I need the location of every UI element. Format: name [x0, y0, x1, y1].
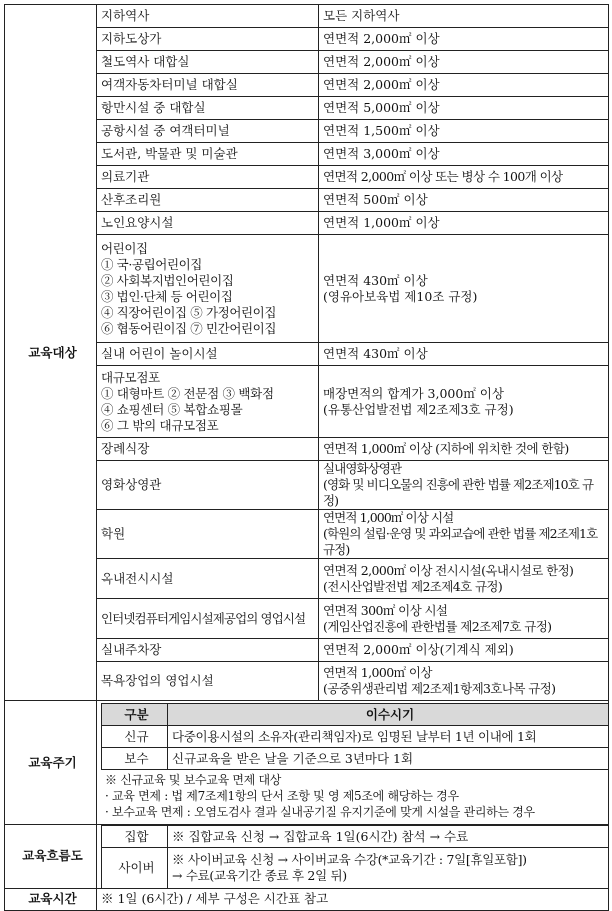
facility-cell: 철도역사 대합실: [97, 51, 319, 74]
criteria-cell: 연면적 5,000㎡ 이상: [319, 97, 609, 120]
flow-content: [97, 825, 609, 889]
facility-cell: 실내주차장: [97, 639, 319, 662]
cycle-table: [101, 703, 608, 770]
duration-row: [5, 888, 609, 910]
criteria-cell: 연면적 2,000㎡ 이상(기계식 제외): [319, 639, 609, 662]
flow-type-cell: 사이버: [102, 848, 168, 888]
cycle-content: [97, 701, 609, 825]
criteria-cell: 연면적 1,500㎡ 이상: [319, 120, 609, 143]
cycle-header-type: 구분: [102, 704, 168, 726]
criteria-cell: 연면적 1,000㎡ 이상 (공중위생관리법 제2조제1항제3호나목 규정): [319, 662, 609, 701]
criteria-cell: 연면적 2,000㎡ 이상: [319, 74, 609, 97]
criteria-cell: 연면적 430㎡ 이상 (영유아보육법 제10조 규정): [319, 235, 609, 343]
facility-cell: 항만시설 중 대합실: [97, 97, 319, 120]
facility-cell: 영화상영관: [97, 461, 319, 510]
facility-cell: 지하도상가: [97, 28, 319, 51]
flow-table: [101, 825, 608, 888]
duration-section-label: 교육시간: [5, 888, 97, 910]
criteria-cell: 연면적 2,000㎡ 이상 전시시설(옥내시설로 한정) (전시산업발전법 제2조제4호 규정): [319, 559, 609, 599]
flow-steps-cell: ※ 사이버교육 신청 → 사이버교육 수강(*교육기간 : 7일[휴일포함]) → 수료(교육기간 종료 후 2일 뒤): [168, 848, 609, 888]
criteria-cell: 연면적 500㎡ 이상: [319, 189, 609, 212]
duration-text: ※ 1일 (6시간) / 세부 구성은 시간표 참고: [97, 888, 609, 910]
cycle-row: [5, 701, 609, 825]
flow-type-cell: 집합: [102, 826, 168, 848]
cycle-table-row: [102, 748, 609, 770]
facility-cell: 여객자동차터미널 대합실: [97, 74, 319, 97]
cycle-header-row: [102, 704, 609, 726]
criteria-cell: 연면적 2,000㎡ 이상 또는 병상 수 100개 이상: [319, 166, 609, 189]
flow-steps-cell: ※ 집합교육 신청 → 집합교육 1일(6시간) 참석 → 수료: [168, 826, 609, 848]
facility-cell: 학원: [97, 510, 319, 559]
target-row: [5, 5, 609, 28]
facility-cell: 장례식장: [97, 438, 319, 461]
education-info-table: [4, 4, 609, 911]
criteria-cell: 연면적 430㎡ 이상: [319, 343, 609, 366]
criteria-cell: 연면적 3,000㎡ 이상: [319, 143, 609, 166]
criteria-cell: 모든 지하역사: [319, 5, 609, 28]
facility-cell: 목욕장업의 영업시설: [97, 662, 319, 701]
facility-cell: 실내 어린이 놀이시설: [97, 343, 319, 366]
exemption-note: ※ 신규교육 및 보수교육 면제 대상 · 교육 면제 : 법 제7조제1항의 단서 조항 및 영 제5조에 해당하는 경우 · 보수교육 면제 : 오염도검사 결과 실내공기질 유지기준에 맞게 시설을 관리하는 경우: [105, 773, 535, 819]
criteria-cell: 연면적 1,000㎡ 이상 (지하에 위치한 것에 한함): [319, 438, 609, 461]
flow-table-row: [102, 826, 609, 848]
flow-table-row: [102, 848, 609, 888]
facility-cell: 산후조리원: [97, 189, 319, 212]
target-section-label: 교육대상: [5, 5, 97, 701]
facility-cell: 노인요양시설: [97, 212, 319, 235]
cycle-type-cell: 신규: [102, 726, 168, 748]
criteria-cell: 연면적 2,000㎡ 이상: [319, 51, 609, 74]
facility-cell: 공항시설 중 여객터미널: [97, 120, 319, 143]
flow-row: [5, 825, 609, 889]
criteria-cell: 연면적 2,000㎡ 이상: [319, 28, 609, 51]
criteria-cell: 실내영화상영관 (영화 및 비디오물의 진흥에 관한 법률 제2조제10호 규정): [319, 461, 609, 510]
facility-cell: 도서관, 박물관 및 미술관: [97, 143, 319, 166]
criteria-cell: 연면적 1,000㎡ 이상: [319, 212, 609, 235]
education-info-document: [4, 4, 608, 911]
facility-cell: 옥내전시시설: [97, 559, 319, 599]
cycle-timing-cell: 다중이용시설의 소유자(관리책임자)로 임명된 날부터 1년 이내에 1회: [168, 726, 609, 748]
facility-cell: 어린이집 ① 국·공립어린이집 ② 사회복지법인어린이집 ③ 법인·단체 등 어린이집 ④ 직장어린이집 ⑤ 가정어린이집 ⑥ 협동어린이집 ⑦ 민간어린이집: [97, 235, 319, 343]
cycle-section-label: 교육주기: [5, 701, 97, 825]
cycle-timing-cell: 신규교육을 받은 날을 기준으로 3년마다 1회: [168, 748, 609, 770]
flow-section-label: 교육흐름도: [5, 825, 97, 889]
criteria-cell: 매장면적의 합계가 3,000㎡ 이상 (유통산업발전법 제2조제3호 규정): [319, 366, 609, 438]
facility-cell: 의료기관: [97, 166, 319, 189]
facility-cell: 대규모점포 ① 대형마트 ② 전문점 ③ 백화점 ④ 쇼핑센터 ⑤ 복합쇼핑몰 ⑥ 그 밖의 대규모점포: [97, 366, 319, 438]
cycle-table-row: [102, 726, 609, 748]
cycle-header-timing: 이수시기: [168, 704, 609, 726]
criteria-cell: 연면적 300㎡ 이상 시설 (게임산업진흥에 관한법률 제2조제7호 규정): [319, 599, 609, 639]
cycle-type-cell: 보수: [102, 748, 168, 770]
criteria-cell: 연면적 1,000㎡ 이상 시설 (학원의 설립·운영 및 과외교습에 관한 법률 제2조제1호 규정): [319, 510, 609, 559]
facility-cell: 인터넷컴퓨터게임시설제공업의 영업시설: [97, 599, 319, 639]
facility-cell: 지하역사: [97, 5, 319, 28]
